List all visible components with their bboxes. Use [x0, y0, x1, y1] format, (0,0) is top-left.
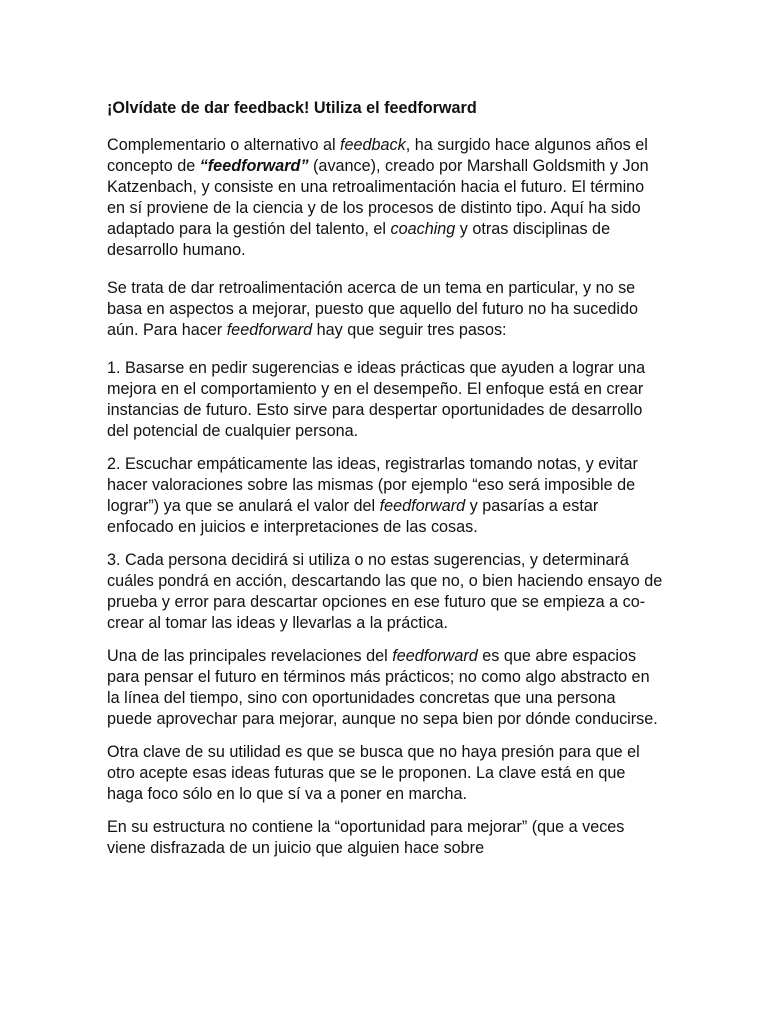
- paragraph-definition: [107, 278, 663, 341]
- text-run: Complementario o alternativo al: [107, 136, 341, 154]
- text-run: y pasarías a estar enfocado en juicios e interpretaciones de las cosas.: [107, 497, 599, 536]
- bold-italic-term-feedforward: “feedforward”: [199, 157, 309, 175]
- italic-term-feedforward: feedforward: [392, 647, 478, 665]
- italic-term-feedback: feedback: [340, 136, 406, 154]
- document-title: ¡Olvídate de dar feedback! Utiliza el feedforward: [107, 99, 477, 117]
- paragraph-step-2: [107, 454, 663, 538]
- paragraph-intro: [107, 135, 663, 261]
- text-run: , ha surgido hace algunos años el concepto de: [107, 136, 648, 175]
- italic-term-coaching: coaching: [390, 220, 456, 238]
- paragraph-step-3: 3. Cada persona decidirá si utiliza o no estas sugerencias, y determinará cuáles pondrá en acción, descartando las que no, o bien haciendo ensayo de prueba y error para descartar opciones en ese futuro que se empieza a co-crear al tomar las ideas y llevarlas a la práctica.: [107, 551, 663, 632]
- paragraph-step-1: 1. Basarse en pedir sugerencias e ideas prácticas que ayuden a lograr una mejora en el comportamiento y en el desempeño. El enfoque está en crear instancias de futuro. Esto sirve para despertar oportunidades de desarrollo del potencial de cualquier persona.: [107, 359, 646, 440]
- text-run: es que abre espacios para pensar el futuro en términos más prácticos; no como algo abstracto en la línea del tiempo, sino con oportunidades concretas que una persona puede aprovechar para mejorar, aunque no sepa bien por dónde conducirse.: [107, 647, 658, 728]
- paragraph-revelations: [107, 646, 663, 730]
- italic-term-feedforward: feedforward: [379, 497, 466, 515]
- text-run: Una de las principales revelaciones del: [107, 647, 393, 665]
- text-run: hay que seguir tres pasos:: [312, 321, 507, 339]
- text-run: 2. Escuchar empáticamente las ideas, registrarlas tomando notas, y evitar hacer valoraciones sobre las mismas (por ejemplo “eso será imposible de lograr”) ya que se anulará el valor del: [107, 455, 638, 515]
- paragraph-structure: En su estructura no contiene la “oportunidad para mejorar” (que a veces viene disfrazada de un juicio que alguien hace sobre: [107, 818, 625, 857]
- text-run: Se trata de dar retroalimentación acerca de un tema en particular, y no se basa en aspectos a mejorar, puesto que aquello del futuro no ha sucedido aún. Para hacer: [107, 279, 638, 339]
- text-run: (avance), creado por Marshall Goldsmith y Jon Katzenbach, y consiste en una retroalimentación hacia el futuro. El término en sí proviene de la ciencia y de los procesos de distinto tipo. Aquí ha sido adaptado para la gestión del talento, el: [107, 157, 649, 238]
- paragraph-key-utility: Otra clave de su utilidad es que se busca que no haya presión para que el otro acepte esas ideas futuras que se le proponen. La clave está en que haga foco sólo en lo que sí va a poner en marcha.: [107, 743, 640, 803]
- text-run: y otras disciplinas de desarrollo humano.: [107, 220, 611, 259]
- italic-term-feedforward: feedforward: [226, 321, 313, 339]
- document-page: [107, 98, 663, 871]
